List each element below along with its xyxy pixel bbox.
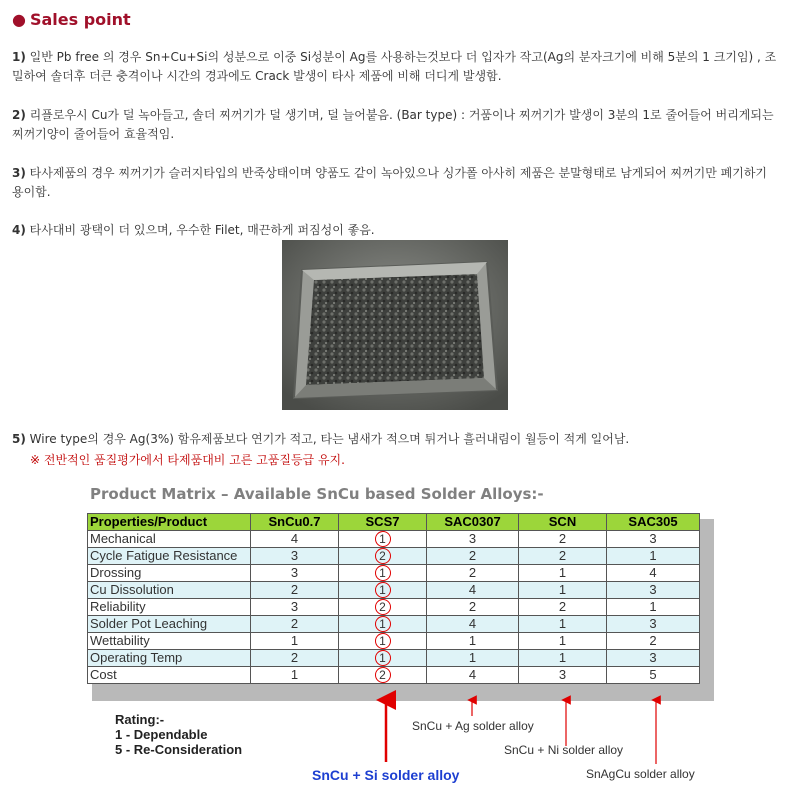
matrix-title: Product Matrix – Available SnCu based Solder Alloys:- xyxy=(90,485,544,503)
scn-annotation: SnCu + Ni solder alloy xyxy=(504,743,624,757)
point-text: Wire type의 경우 Ag(3%) 함유제품보다 연기가 적고, 타는 냄새가 적으며 튀거나 흘러내림이 월등이 적게 일어남. xyxy=(29,432,630,446)
rating-cell: 4 xyxy=(607,565,700,582)
property-label: Cost xyxy=(88,667,251,684)
rating-cell: 2 xyxy=(607,633,700,650)
rating-cell: 2 xyxy=(519,548,607,565)
rating-cell: 1 xyxy=(427,633,519,650)
property-label: Mechanical xyxy=(88,531,251,548)
circled-rating: 2 xyxy=(375,548,391,564)
heading-text: Sales point xyxy=(29,10,131,29)
rating-cell: 3 xyxy=(427,531,519,548)
rating-cell: 1 xyxy=(251,633,339,650)
rating-cell: 1 xyxy=(519,582,607,599)
property-label: Cycle Fatigue Resistance xyxy=(88,548,251,565)
property-label: Drossing xyxy=(88,565,251,582)
circled-rating: 2 xyxy=(375,667,391,683)
rating-cell: 2 xyxy=(251,582,339,599)
rating-cell: 2 xyxy=(519,599,607,616)
rating-cell: 3 xyxy=(251,548,339,565)
rating-cell: 3 xyxy=(251,565,339,582)
property-label: Cu Dissolution xyxy=(88,582,251,599)
scs7-annotation: SnCu + Si solder alloy xyxy=(312,767,460,783)
column-header: SCN xyxy=(519,514,607,531)
rating-cell: 3 xyxy=(607,616,700,633)
rating-cell: 4 xyxy=(251,531,339,548)
rating-cell: 1 xyxy=(519,633,607,650)
circled-rating: 1 xyxy=(375,531,391,547)
rating-title: Rating:- xyxy=(115,712,165,727)
circled-rating: 1 xyxy=(375,565,391,581)
property-label: Wettability xyxy=(88,633,251,650)
rating-cell: 3 xyxy=(607,582,700,599)
circled-rating: 2 xyxy=(375,599,391,615)
rating-cell: 3 xyxy=(251,599,339,616)
point-number: 5) xyxy=(12,432,26,446)
rating-cell: 2 xyxy=(251,650,339,667)
rating-cell: 1 xyxy=(607,599,700,616)
circled-rating: 1 xyxy=(375,582,391,598)
rating-cell: 2 xyxy=(251,616,339,633)
rating-cell: 1 xyxy=(251,667,339,684)
column-header: Properties/Product xyxy=(88,514,251,531)
rating-cell: 4 xyxy=(427,667,519,684)
rating-cell: 2 xyxy=(427,548,519,565)
rating-line-1: 1 - Dependable xyxy=(115,727,208,742)
rating-cell: 3 xyxy=(607,650,700,667)
column-header: SAC0307 xyxy=(427,514,519,531)
circled-rating: 1 xyxy=(375,633,391,649)
column-header: SAC305 xyxy=(607,514,700,531)
column-header: SCS7 xyxy=(339,514,427,531)
circled-rating: 1 xyxy=(375,616,391,632)
rating-cell: 4 xyxy=(427,616,519,633)
point-number: 4) xyxy=(12,223,26,237)
quality-notice: ※ 전반적인 품질평가에서 타제품대비 고른 고품질등급 유지. xyxy=(30,453,345,467)
column-header: SnCu0.7 xyxy=(251,514,339,531)
point-number: 1) xyxy=(12,50,26,64)
point-text: 타사대비 광택이 더 있으며, 우수한 Filet, 매끈하게 퍼짐성이 좋음. xyxy=(29,223,375,237)
rating-cell: 1 xyxy=(519,616,607,633)
rating-cell: 1 xyxy=(519,565,607,582)
sac0307-annotation: SnCu + Ag solder alloy xyxy=(412,719,534,733)
point-text: 일반 Pb free 의 경우 Sn+Cu+Si의 성분으로 이중 Si성분이 Ag를 사용하는것보다 더 입자가 작고(Ag의 분자크기에 비해 5분의 1 크기임) , 조밀하여 솔더후 더큰 충격이나 시간의 경과에도 Crack 발생이 타사 제품에 비해 더디게 발생함. xyxy=(12,50,777,83)
rating-cell: 2 xyxy=(519,531,607,548)
bullet-icon: ● xyxy=(12,10,26,29)
rating-cell: 1 xyxy=(519,650,607,667)
rating-cell: 1 xyxy=(607,548,700,565)
property-label: Operating Temp xyxy=(88,650,251,667)
rating-cell: 5 xyxy=(607,667,700,684)
point-number: 3) xyxy=(12,166,26,180)
rating-cell: 4 xyxy=(427,582,519,599)
rating-cell: 3 xyxy=(519,667,607,684)
property-label: Solder Pot Leaching xyxy=(88,616,251,633)
property-label: Reliability xyxy=(88,599,251,616)
rating-cell: 1 xyxy=(427,650,519,667)
point-text: 타사제품의 경우 찌꺼기가 슬러지타입의 반죽상태이며 양품도 같이 녹아있으나 싱가폴 아사히 제품은 분말형태로 남게되어 찌꺼기만 폐기하기 용이함. xyxy=(12,166,768,199)
rating-line-2: 5 - Re-Consideration xyxy=(115,742,243,757)
circled-rating: 1 xyxy=(375,650,391,666)
point-text: 리플로우시 Cu가 덜 녹아들고, 솔더 찌꺼기가 덜 생기며, 덜 늘어붙음. (Bar type) : 거품이나 찌꺼기가 발생이 3분의 1로 줄어들어 버리게되는 찌꺼기양이 줄어들어 효율적임. xyxy=(12,108,774,141)
point-number: 2) xyxy=(12,108,26,122)
rating-cell: 3 xyxy=(607,531,700,548)
sac305-annotation: SnAgCu solder alloy xyxy=(586,767,695,781)
rating-cell: 2 xyxy=(427,599,519,616)
rating-cell: 2 xyxy=(427,565,519,582)
